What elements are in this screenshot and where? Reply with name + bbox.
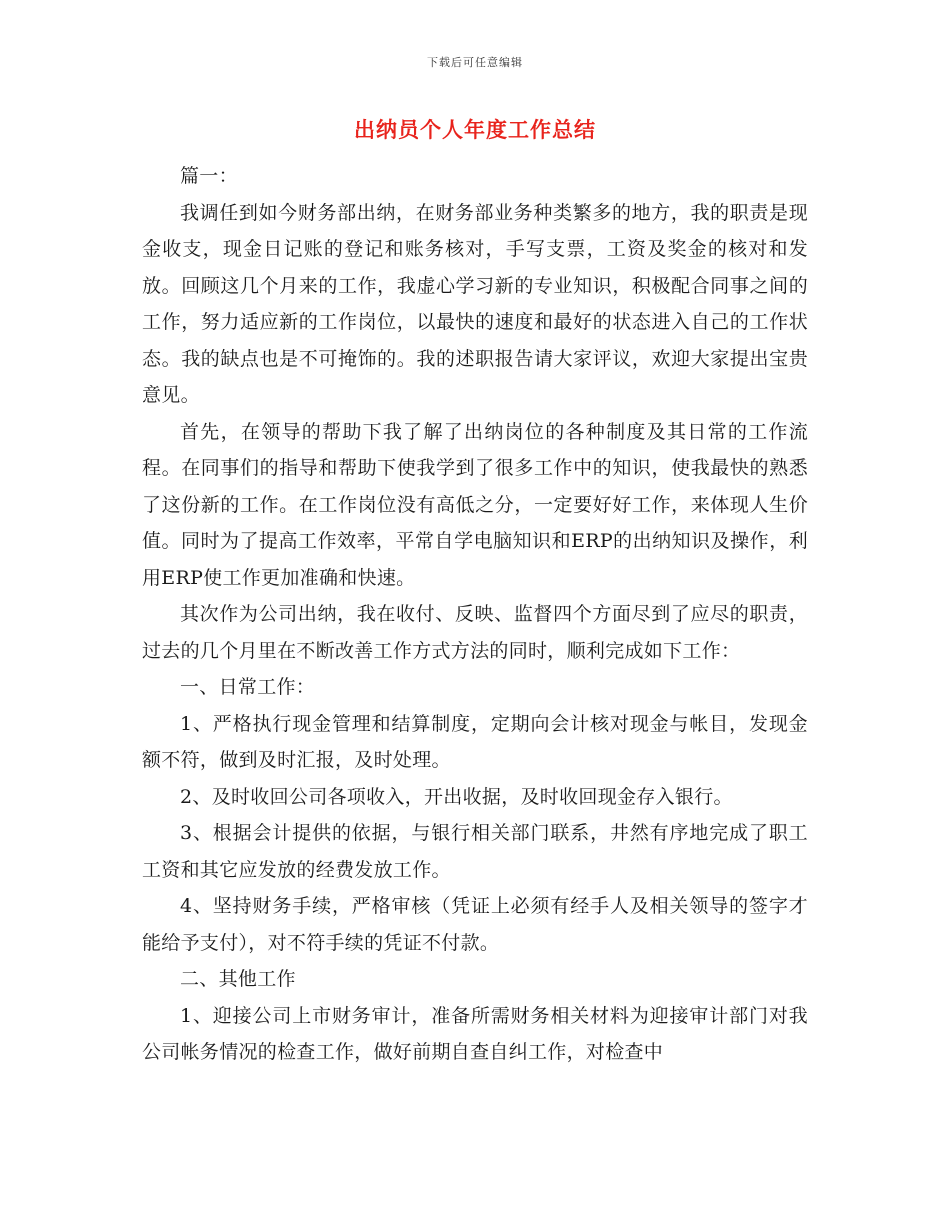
document-title: 出纳员个人年度工作总结 <box>354 117 596 142</box>
heading-other-work: 二、其他工作 <box>180 968 296 990</box>
list-item-4: 4、坚持财务手续，严格审核（凭证上必须有经手人及相关领导的签字才能给予支付），对不符手续的凭证不付款。 <box>142 895 808 954</box>
heading-daily-work: 一、日常工作： <box>180 676 316 698</box>
list-item-3: 3、根据会计提供的依据，与银行相关部门联系，井然有序地完成了职工工资和其它应发放的经费发放工作。 <box>142 822 808 881</box>
list-item-2: 2、及时收回公司各项收入，开出收据，及时收回现金存入银行。 <box>180 785 733 808</box>
document-body <box>142 158 808 1071</box>
paragraph-first: 首先，在领导的帮助下我了解了出纳岗位的各种制度及其日常的工作流程。在同事们的指导和帮助下使我学到了很多工作中的知识，使我最快的熟悉了这份新的工作。在工作岗位没有高低之分，一定要好好工作，来体现人生价值。同时为了提高工作效率，平常自学电脑知识和ERP的出纳知识及操作，利用ERP使工作更加准确和快速。 <box>142 420 808 589</box>
paragraph-intro: 我调任到如今财务部出纳，在财务部业务种类繁多的地方，我的职责是现金收支，现金日记账的登记和账务核对，手写支票，工资及奖金的核对和发放。回顾这几个月来的工作，我虚心学习新的专业知识，积极配合同事之间的工作，努力适应新的工作岗位，以最快的速度和最好的状态进入自己的工作状态。我的缺点也是不可掩饰的。我的述职报告请大家评议，欢迎大家提出宝贵意见。 <box>142 201 808 406</box>
list-item-1: 1、严格执行现金管理和结算制度，定期向会计核对现金与帐目，发现金额不符，做到及时汇报，及时处理。 <box>142 712 808 771</box>
list-item-other-1: 1、迎接公司上市财务审计，准备所需财务相关材料为迎接审计部门对我公司帐务情况的检查工作，做好前期自查自纠工作，对检查中 <box>142 1004 808 1063</box>
paragraph-second: 其次作为公司出纳，我在收付、反映、监督四个方面尽到了应尽的职责，过去的几个月里在不断改善工作方式方法的同时，顺利完成如下工作： <box>142 603 808 662</box>
paragraph-section-label: 篇一： <box>180 165 238 187</box>
header-note: 下载后可任意编辑 <box>427 56 523 69</box>
